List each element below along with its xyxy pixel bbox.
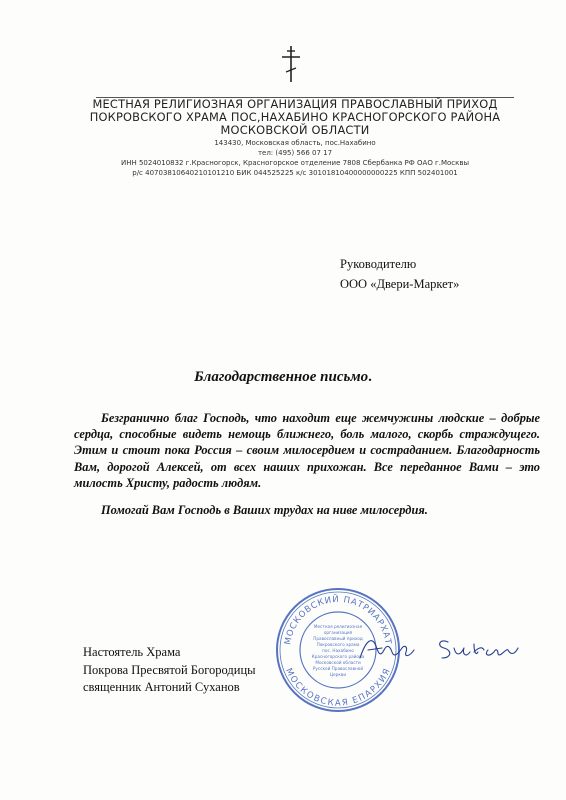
- signatory-church: Покрова Пресвятой Богородицы: [83, 662, 256, 677]
- signatory-name: священник Антоний Суханов: [83, 680, 240, 694]
- letter-body: [74, 410, 540, 518]
- svg-text:организация: организация: [323, 630, 353, 635]
- signatory-title: Настоятель Храма: [83, 645, 181, 659]
- addressee: [340, 254, 459, 294]
- org-address: 143430, Московская область, пос.Нахабино: [214, 139, 376, 147]
- letter-title-period: .: [368, 369, 372, 385]
- org-name-line: МОСКОВСКОЙ ОБЛАСТИ: [220, 123, 370, 137]
- letter-title: [60, 369, 506, 386]
- svg-text:пос. Нахабино: пос. Нахабино: [322, 648, 354, 653]
- body-paragraph: Помогай Вам Господь в Ваших трудах на ниве милосердия.: [101, 503, 428, 518]
- svg-text:Красногорского района: Красногорского района: [311, 654, 365, 659]
- org-bank-details: р/с 40703810640210101210 БИК 044525225 к/с 30101810400000000225 КПП 502401001: [132, 169, 458, 177]
- svg-text:Православный приход: Православный приход: [313, 636, 363, 641]
- svg-text:Русской Православной: Русской Православной: [312, 666, 364, 671]
- org-phone: тел: (495) 566 07 17: [257, 149, 333, 157]
- letterhead: [60, 98, 530, 178]
- svg-text:МОСКОВСКАЯ ЕПАРХИЯ: МОСКОВСКАЯ ЕПАРХИЯ: [283, 666, 393, 709]
- svg-text:Московской области: Московской области: [315, 660, 361, 665]
- org-name-line: МЕСТНАЯ РЕЛИГИОЗНАЯ ОРГАНИЗАЦИЯ ПРАВОСЛАВНЫЙ ПРИХОД: [92, 97, 498, 111]
- svg-text:МОСКОВСКИЙ ПАТРИАРХАТ: МОСКОВСКИЙ ПАТРИАРХАТ: [283, 594, 393, 646]
- svg-text:Местная религиозная: Местная религиозная: [313, 624, 363, 629]
- svg-text:Покровского храма: Покровского храма: [316, 642, 360, 647]
- addressee-position: Руководителю: [340, 257, 417, 271]
- svg-text:Церкви: Церкви: [329, 672, 347, 677]
- body-paragraph: Безгранично благ Господь, что находит еще жемчужины людские – добрые сердца, способные видеть немощь ближнего, боль малого, скорбь страждущего. Этим и стоит пока Россия – своим милосердием и состраданием. Благодарность Вам, дорогой Алексей, от всех наших прихожан. Все переданное Вами – это милость Христу, радость людям.: [74, 411, 540, 490]
- orthodox-cross-icon: [279, 44, 303, 84]
- signatory: [83, 644, 256, 697]
- letter-title-text: Благодарственное письмо: [194, 369, 369, 385]
- handwritten-signature: [356, 632, 526, 666]
- org-inn: ИНН 5024010832 г.Красногорск, Красногорское отделение 7808 Сбербанка РФ ОАО г.Москвы: [120, 159, 470, 167]
- org-name-line: ПОКРОВСКОГО ХРАМА ПОС,НАХАБИНО КРАСНОГОРСКОГО РАЙОНА: [89, 110, 501, 124]
- addressee-company: ООО «Двери-Маркет»: [340, 277, 460, 291]
